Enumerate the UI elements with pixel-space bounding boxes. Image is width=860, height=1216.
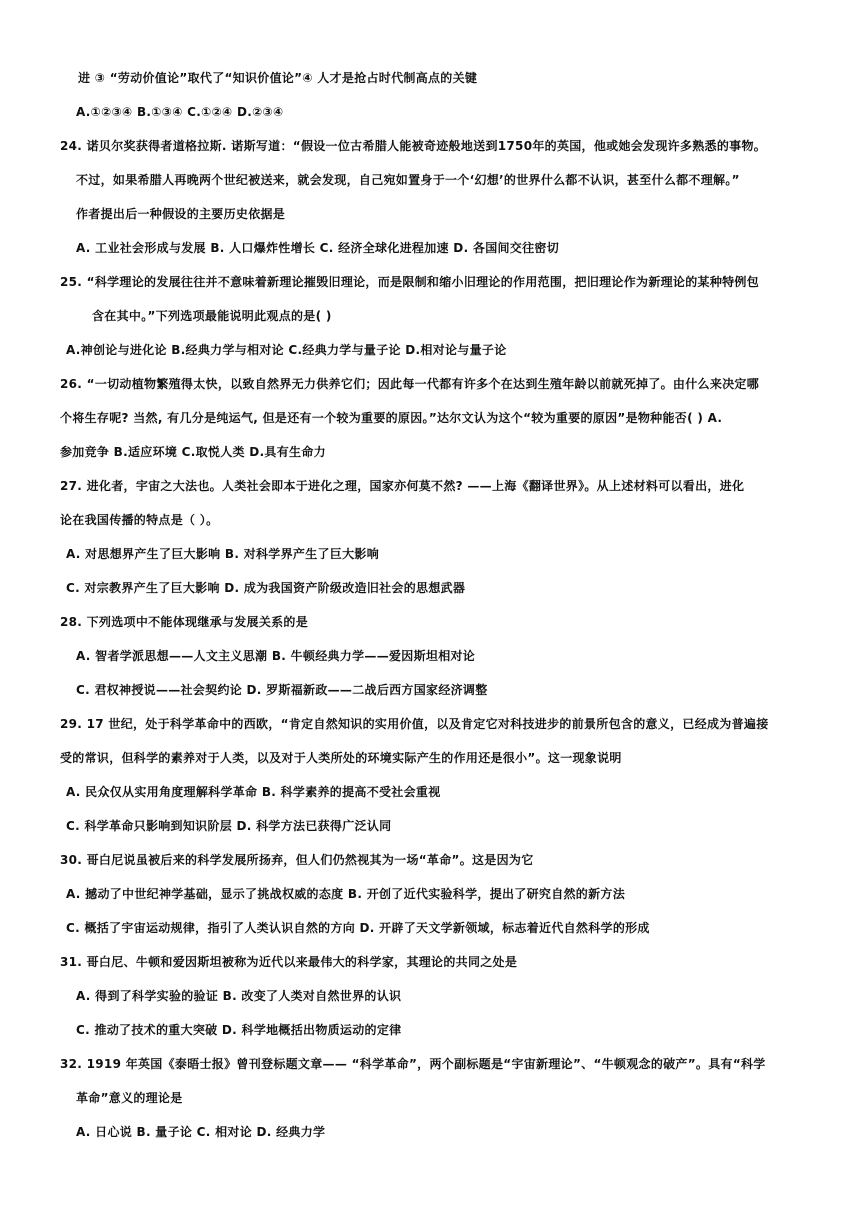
- q31-options-cd: C. 推动了技术的重大突破 D. 科学地概括出物质运动的定律: [76, 1023, 402, 1037]
- q32-stem: 32. 1919 年英国《泰晤士报》曾刊登标题文章—— “科学革命”，两个副标题是“宇宙新理论”、“牛顿观念的破产”。具有“科学: [60, 1057, 766, 1071]
- q24-question: 作者提出后一种假设的主要历史依据是: [76, 207, 286, 221]
- q27-options-cd: C. 对宗教界产生了巨大影响 D. 成为我国资产阶级改造旧社会的思想武器: [66, 581, 466, 595]
- q24-stem: 24. 诺贝尔奖获得者道格拉斯. 诺斯写道：“假设一位古希腊人能被奇迹般地送到1750年的英国，他或她会发现许多熟悉的事物。: [60, 139, 767, 153]
- q32-stem-continued: 革命”意义的理论是: [76, 1091, 183, 1105]
- q25-options: A.神创论与进化论 B.经典力学与相对论 C.经典力学与量子论 D.相对论与量子论: [66, 343, 507, 357]
- q32-options: A. 日心说 B. 量子论 C. 相对论 D. 经典力学: [76, 1125, 326, 1139]
- q27-options-ab: A. 对思想界产生了巨大影响 B. 对科学界产生了巨大影响: [66, 547, 380, 561]
- q30-options-ab: A. 撼动了中世纪神学基础，显示了挑战权威的态度 B. 开创了近代实验科学，提出了研究自然的新方法: [66, 887, 626, 901]
- q29-options-ab: A. 民众仅从实用角度理解科学革命 B. 科学素养的提高不受社会重视: [66, 785, 441, 799]
- q23-options: A.①②③④ B.①③④ C.①②④ D.②③④: [76, 105, 284, 119]
- q29-stem-continued: 受的常识，但科学的素养对于人类，以及对于人类所处的环境实际产生的作用还是很小”。这一现象说明: [60, 751, 622, 765]
- q29-stem: 29. 17 世纪，处于科学革命中的西欧，“肯定自然知识的实用价值，以及肯定它对科技进步的前景所包含的意义，已经成为普遍接: [60, 717, 769, 731]
- q31-stem: 31. 哥白尼、牛顿和爱因斯坦被称为近代以来最伟大的科学家，其理论的共同之处是: [60, 955, 518, 969]
- q30-options-cd: C. 概括了宇宙运动规律，指引了人类认识自然的方向 D. 开辟了天文学新领域，标志着近代自然科学的形成: [66, 921, 650, 935]
- q25-stem-continued: 含在其中。”下列选项最能说明此观点的是( ): [92, 309, 332, 323]
- q28-options-ab: A. 智者学派思想——人文主义思潮 B. 牛顿经典力学——爱因斯坦相对论: [76, 649, 476, 663]
- q30-stem: 30. 哥白尼说虽被后来的科学发展所扬弃，但人们仍然视其为一场“革命”。这是因为它: [60, 853, 534, 867]
- q23-statement-continued: 进 ③ “劳动价值论”取代了“知识价值论”④ 人才是抢占时代制高点的关键: [78, 71, 478, 85]
- q27-stem: 27. 进化者，宇宙之大法也。人类社会即本于进化之理，国家亦何莫不然? ——上海《翻译世界》。从上述材料可以看出，进化: [60, 479, 745, 493]
- q24-stem-continued: 不过，如果希腊人再晚两个世纪被送来，就会发现，自己宛如置身于一个‘幻想’的世界什么都不认识，甚至什么都不理解。”: [76, 173, 740, 187]
- q29-options-cd: C. 科学革命只影响到知识阶层 D. 科学方法已获得广泛认同: [66, 819, 392, 833]
- q28-stem: 28. 下列选项中不能体现继承与发展关系的是: [60, 615, 309, 629]
- q26-stem-continued: 个将生存呢? 当然, 有几分是纯运气, 但是还有一个较为重要的原因。”达尔文认为这个“较为重要的原因”是物种能否( ) A.: [60, 411, 723, 425]
- q31-options-ab: A. 得到了科学实验的验证 B. 改变了人类对自然世界的认识: [76, 989, 402, 1003]
- q24-options: A. 工业社会形成与发展 B. 人口爆炸性增长 C. 经济全球化进程加速 D. 各国间交往密切: [76, 241, 560, 255]
- q28-options-cd: C. 君权神授说——社会契约论 D. 罗斯福新政——二战后西方国家经济调整: [76, 683, 488, 697]
- q26-options: 参加竞争 B.适应环境 C.取悦人类 D.具有生命力: [60, 445, 326, 459]
- q25-stem: 25. “科学理论的发展往往并不意味着新理论摧毁旧理论，而是限制和缩小旧理论的作用范围，把旧理论作为新理论的某种特例包: [60, 275, 760, 289]
- q27-stem-continued: 论在我国传播的特点是（ ）。: [60, 513, 219, 527]
- q26-stem: 26. “一切动植物繁殖得太快，以致自然界无力供养它们；因此每一代都有许多个在达到生殖年龄以前就死掉了。由什么来决定哪: [60, 377, 760, 391]
